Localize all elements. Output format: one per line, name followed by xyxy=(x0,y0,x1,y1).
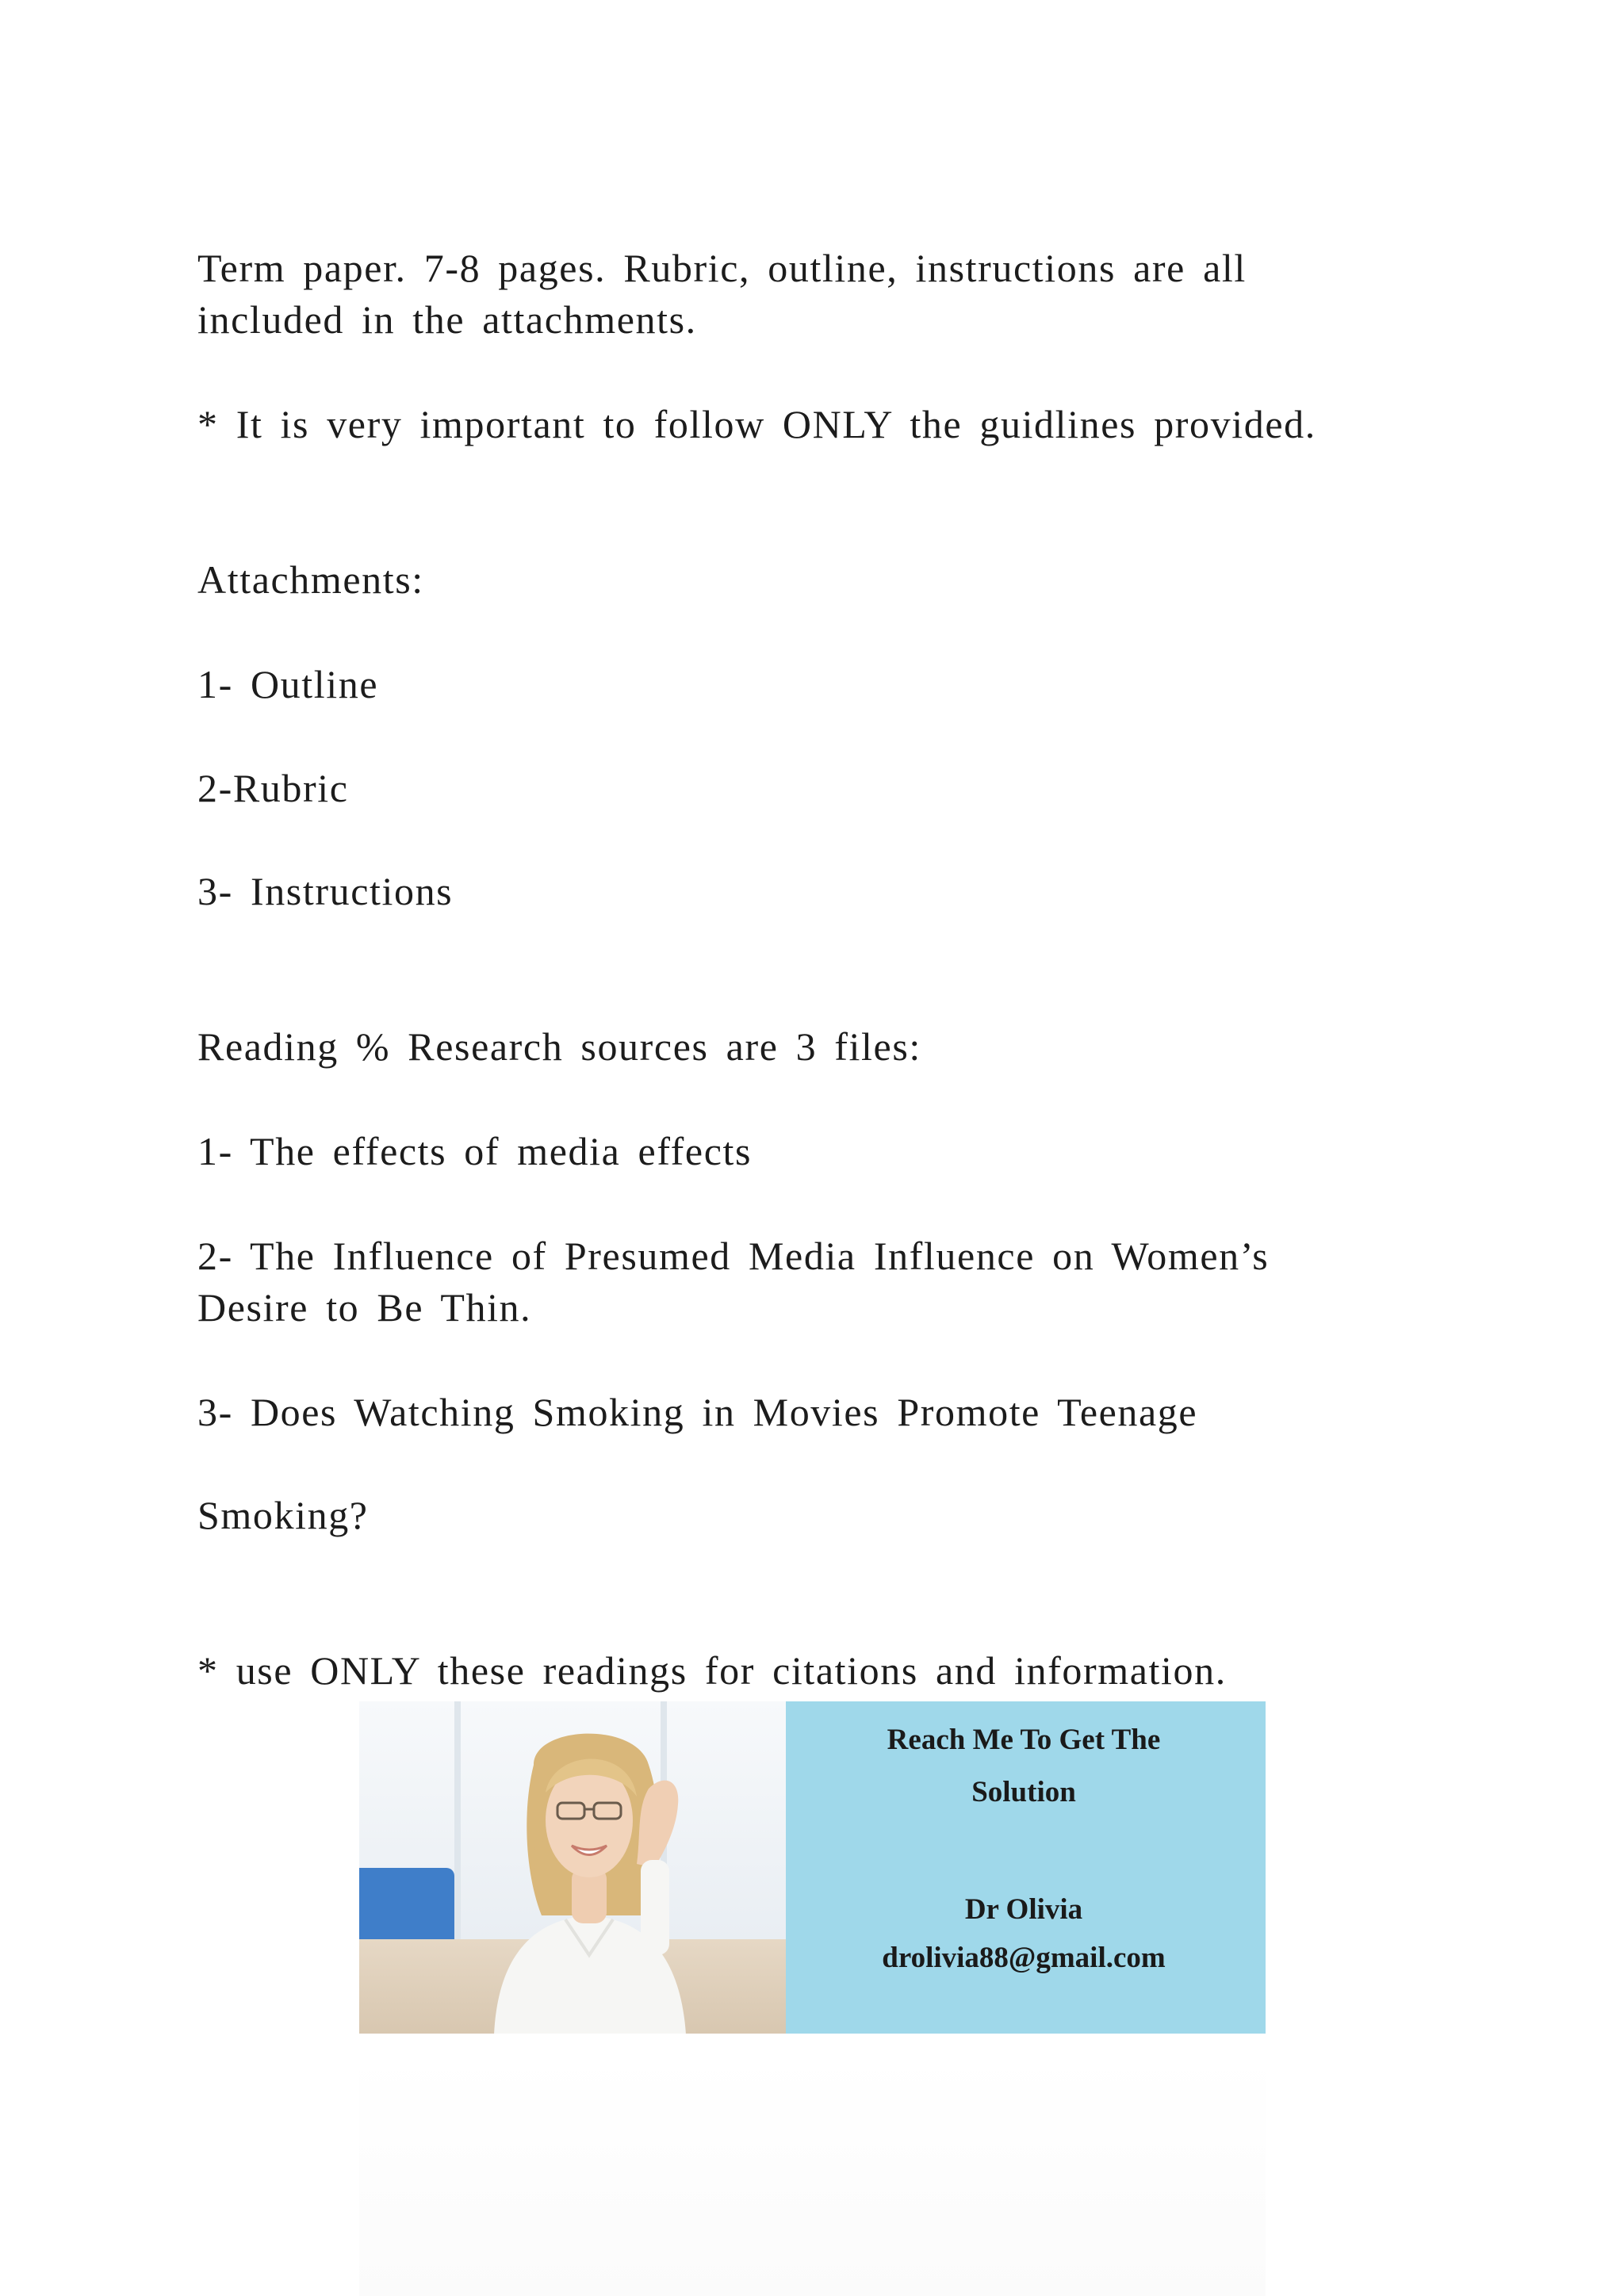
contact-name: Dr Olivia xyxy=(964,1893,1083,1926)
list-item: 3- Does Watching Smoking in Movies Promote Teenage xyxy=(197,1390,1198,1434)
faint-image-area xyxy=(359,2053,1266,2296)
smiling-woman-image xyxy=(478,1717,700,2034)
note-line: * It is very important to follow ONLY the guidlines provided. xyxy=(197,402,1316,446)
list-item-continued: Smoking? xyxy=(197,1493,369,1537)
list-item-continued: Desire to Be Thin. xyxy=(197,1285,532,1330)
section-heading: Reading % Research sources are 3 files: xyxy=(197,1024,921,1069)
list-item: 1- The effects of media effects xyxy=(197,1129,753,1173)
list-item: 1- Outline xyxy=(197,662,379,706)
list-item: 2- The Influence of Presumed Media Influence on Women’s xyxy=(197,1234,1270,1278)
paragraph-line: included in the attachments. xyxy=(197,297,697,342)
list-item: 2-Rubric xyxy=(197,766,349,810)
contact-banner xyxy=(359,1701,1266,2034)
paragraph-line: Term paper. 7-8 pages. Rubric, outline, instructions are all xyxy=(197,246,1247,290)
banner-heading: Solution xyxy=(971,1776,1076,1808)
list-item: 3- Instructions xyxy=(197,869,454,913)
banner-heading: Reach Me To Get The xyxy=(887,1724,1161,1756)
portrait-photo xyxy=(359,1701,786,2034)
section-heading: Attachments: xyxy=(197,557,424,602)
contact-card xyxy=(786,1701,1266,2034)
contact-email: drolivia88@gmail.com xyxy=(882,1942,1166,1974)
note-line: * use ONLY these readings for citations and information. xyxy=(197,1648,1227,1693)
